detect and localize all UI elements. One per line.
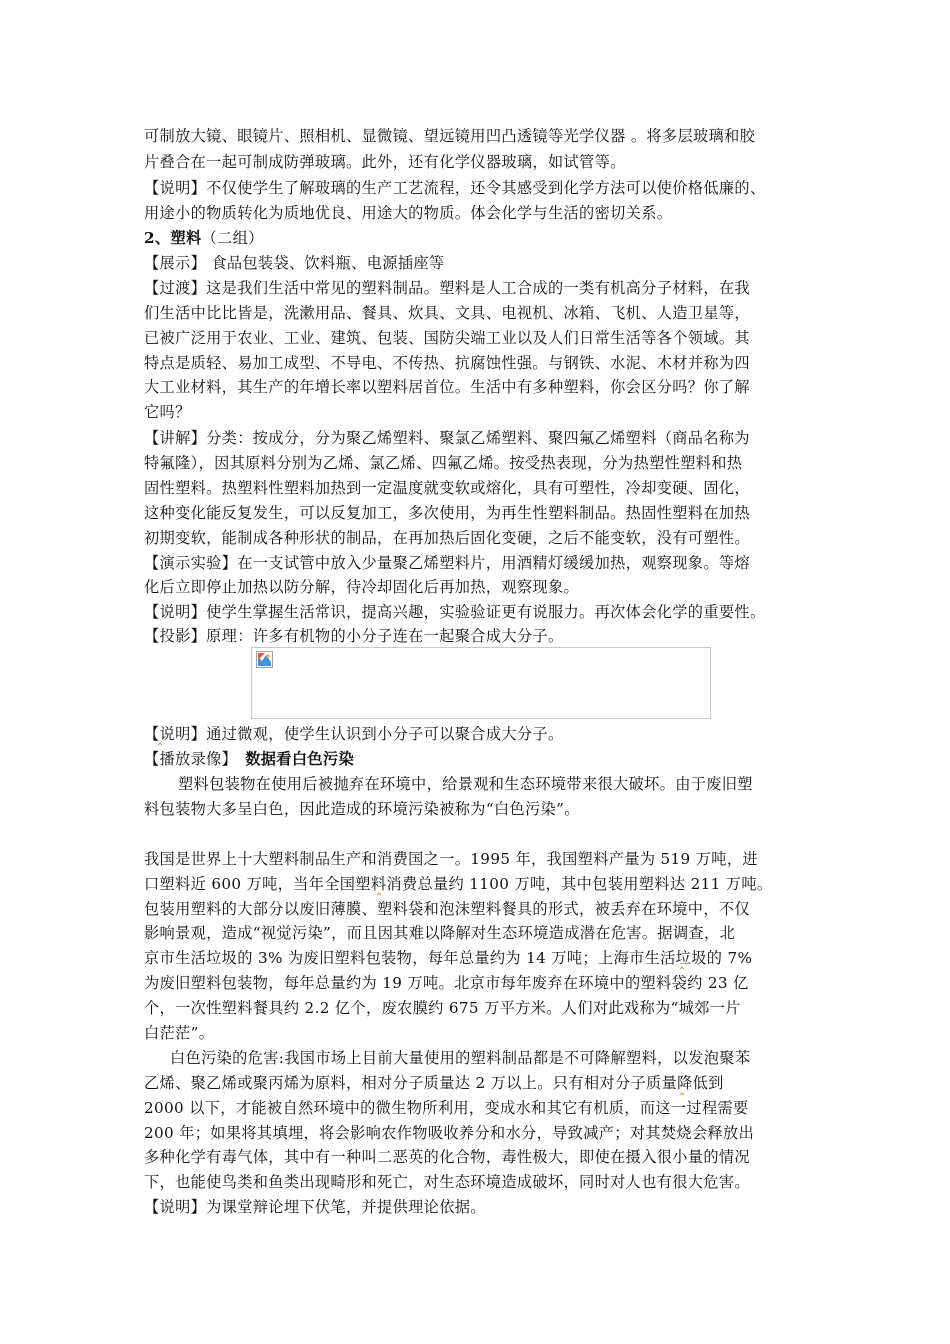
video-tag: 【播放录像】 [144, 750, 238, 768]
paragraph-line: 个，一次性塑料餐具约 2.2 亿个，废农膜约 675 万平方米。人们对此戏称为“城郊一片 [144, 999, 741, 1017]
paragraph-line: 200 年；如果将其填埋，将会影响农作物吸收养分和水分，导致减产；对其焚烧会释放出 [144, 1124, 755, 1142]
edit-mark-icon [680, 966, 684, 970]
text-line: 特点是质轻、易加工成型、不导电、不传热、抗腐蚀性强。与钢铁、水泥、木材并称为四 [144, 354, 750, 372]
text-line: 已被广泛用于农业、工业、建筑、包装、国防尖端工业以及人们日常生活等各个领域。其 [144, 329, 750, 347]
text-line: 【投影】原理：许多有机物的小分子连在一起聚合成大分子。 [144, 627, 564, 645]
paragraph-line: 料包装物大多呈白色，因此造成的环境污染被称为“白色污染”。 [144, 800, 580, 818]
paragraph-line: 白茫茫”。 [144, 1024, 215, 1042]
edit-mark-icon [377, 892, 381, 896]
paragraph-line: 为废旧塑料包装物，每年总量约为 19 万吨。北京市每年废弃在环境中的塑料袋约 23 亿 [144, 974, 749, 992]
text-line: 可制放大镜、眼镜片、照相机、显微镜、望远镜用凹凸透镜等光学仪器 。将多层玻璃和胶 [144, 127, 756, 145]
paragraph-line: 我国是世界上十大塑料制品生产和消费国之一。1995 年，我国塑料产量为 519 万吨，进 [144, 850, 758, 868]
text-line: 初期变软，能制成各种形状的制品，在再加热后固化变硬，之后不能变软，没有可塑性。 [144, 529, 750, 547]
text-line: 用途小的物质转化为质地优良、用途大的物质。体会化学与生活的密切关系。 [144, 204, 673, 222]
text-line: 【说明】使学生掌握生活常识，提高兴趣，实验验证更有说服力。再次体会化学的重要性。 [144, 603, 766, 621]
paragraph-line: 乙烯、聚乙烯或聚丙烯为原料，相对分子质量达 2 万以上。只有相对分子质量降低到 [144, 1074, 724, 1092]
text-line: 这种变化能反复发生，可以反复加工，多次使用，为再生性塑料制品。热固性塑料在加热 [144, 504, 750, 522]
video-title: 数据看白色污染 [245, 750, 354, 768]
paragraph-line: 口塑料近 600 万吨，当年全国塑料消费总量约 1100 万吨，其中包装用塑料达 211 万吨。 [144, 875, 773, 893]
text-line: 化后立即停止加热以防分解，待冷却固化后再加热，观察现象。 [144, 578, 580, 596]
paragraph-line: 白色污染的危害:我国市场上目前大量使用的塑料制品都是不可降解塑料，以发泡聚苯 [170, 1049, 751, 1067]
text-line: 【说明】不仅使学生了解玻璃的生产工艺流程，还令其感受到化学方法可以使价格低廉的、 [144, 179, 766, 197]
text-line: 它吗？ [144, 403, 191, 421]
text-line: 们生活中比比皆是，洗漱用品、餐具、炊具、文具、电视机、冰箱、飞机、人造卫星等， [144, 304, 750, 322]
text-line: 【说明】通过微观，使学生认识到小分子可以聚合成大分子。 [144, 725, 564, 743]
text-line: 【讲解】分类：按成分，分为聚乙烯塑料、聚氯乙烯塑料、聚四氟乙烯塑料（商品名称为 [144, 429, 750, 447]
text-line: 大工业材料，其生产的年增长率以塑料居首位。生活中有多种塑料，你会区分吗？你了解 [144, 378, 750, 396]
video-heading [144, 746, 834, 772]
section-heading-title: 2、塑料 [144, 229, 202, 247]
paragraph-line: 2000 以下，才能被自然环境中的微生物所利用，变成水和其它有机质，而这一过程需要 [144, 1099, 749, 1117]
paragraph-line: 塑料包装物在使用后被抛弃在环境中，给景观和生态环境带来很大破坏。由于废旧塑 [178, 775, 753, 793]
paragraph-line: 【说明】为课堂辩论埋下伏笔，并提供理论依据。 [144, 1198, 486, 1216]
section-heading [144, 225, 834, 251]
paragraph-line: 下，也能使鸟类和鱼类出现畸形和死亡，对生态环境造成破坏，同时对人也有很大危害。 [144, 1173, 750, 1191]
text-line: 【演示实验】在一支试管中放入少量聚乙烯塑料片，用酒精灯缓缓加热，观察现象。等熔 [144, 554, 750, 572]
edit-mark-icon [158, 742, 162, 746]
broken-image-icon [256, 651, 273, 668]
text-line: 【过渡】这是我们生活中常见的塑料制品。塑料是人工合成的一类有机高分子材料，在我 [144, 279, 750, 297]
paragraph-line: 影响景观，造成“视觉污染”，而且因其难以降解对生态环境造成潜在危害。据调查，北 [144, 924, 736, 942]
section-heading-group: （二组） [201, 229, 264, 247]
text-line: 【展示】 食品包装袋、饮料瓶、电源插座等 [144, 254, 445, 272]
figure-placeholder [251, 647, 711, 719]
text-line: 特氟隆），因其原料分别为乙烯、氯乙烯、四氟乙烯。按受热表现，分为热塑性塑料和热 [144, 454, 743, 472]
text-line: 固性塑料。热塑料性塑料加热到一定温度就变软或熔化，具有可塑性，冷却变硬、固化， [144, 479, 750, 497]
edit-mark-icon [680, 1092, 684, 1096]
paragraph-line: 多种化学有毒气体，其中有一种叫二恶英的化合物，毒性极大，即使在摄入很小量的情况 [144, 1148, 750, 1166]
paragraph-line: 包装用塑料的大部分以废旧薄膜、塑料袋和泡沫塑料餐具的形式，被丢弃在环境中，不仅 [144, 900, 750, 918]
paragraph-line: 京市生活垃圾的 3% 为废旧塑料包装物，每年总量约为 14 万吨；上海市生活垃圾的 7% [144, 949, 753, 967]
text-line: 片叠合在一起可制成防弹玻璃。此外，还有化学仪器玻璃，如试管等。 [144, 153, 626, 171]
